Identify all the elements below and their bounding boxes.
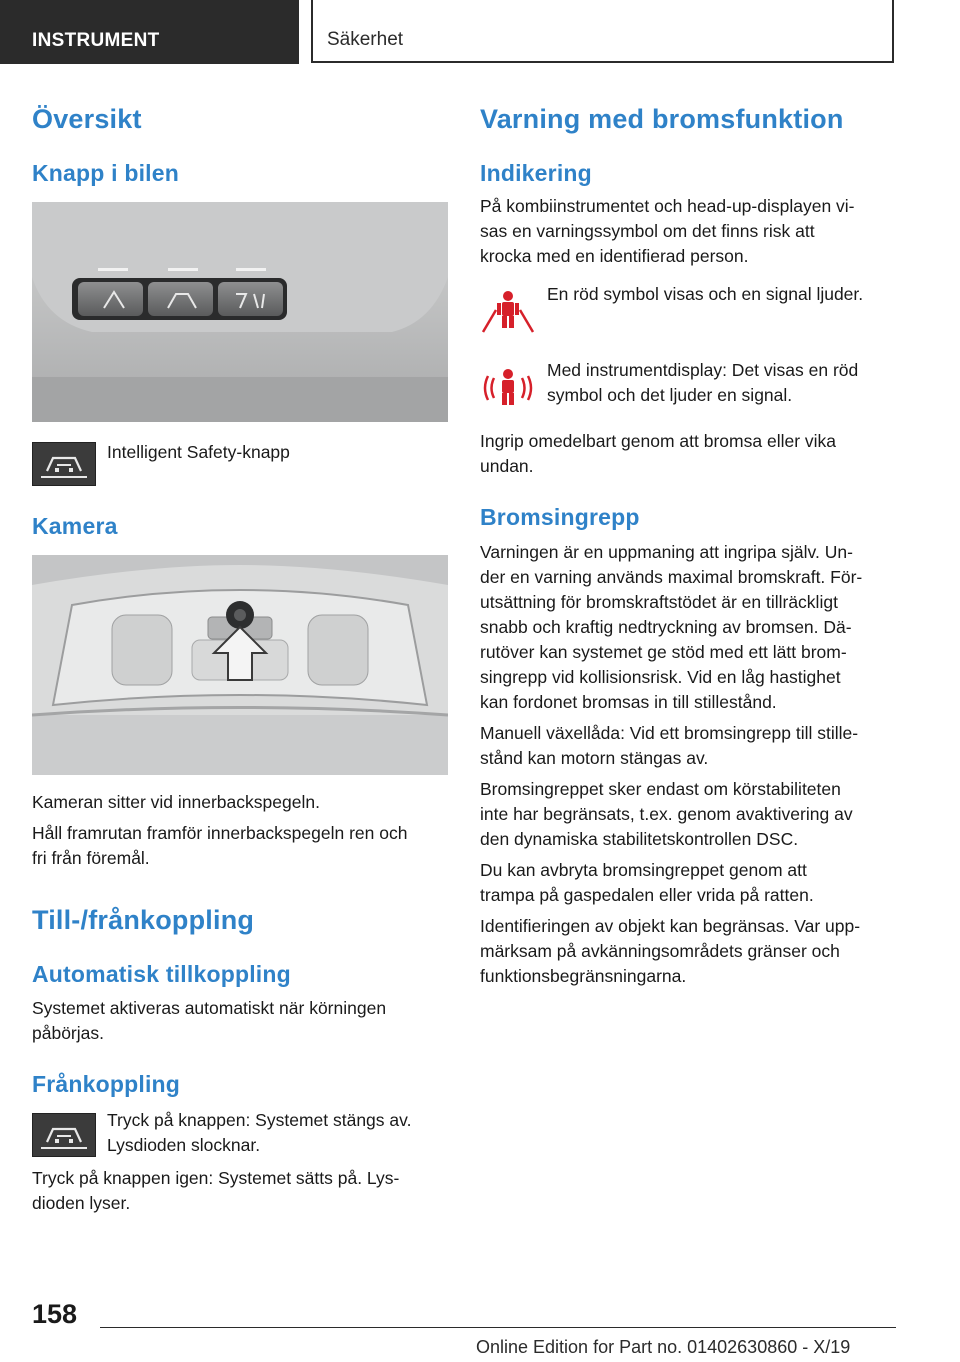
symbol2-line1: Med instrumentdisplay: Det visas en röd	[547, 360, 859, 380]
action-line-2: undan.	[480, 456, 534, 476]
symbol1-text: En röd symbol visas och en signal ljuder.	[547, 284, 864, 304]
intelligent-safety-icon	[32, 1113, 96, 1157]
off-line2: dioden lyser.	[32, 1193, 131, 1213]
camera-image	[32, 555, 448, 775]
indication-heading: Indikering	[480, 160, 592, 186]
brake-p3-line: Bromsingreppet sker endast om körstabiliteten	[480, 779, 841, 799]
brake-p4-line: Du kan avbryta bromsingreppet genom att	[480, 860, 807, 880]
button-panel-image	[32, 202, 448, 422]
symbol2-line2: symbol och det ljuder en signal.	[547, 385, 793, 405]
section-title: INSTRUMENT	[32, 30, 160, 51]
brake-p1-line: rutöver kan systemet ge stöd med ett lätt brom-	[480, 642, 847, 662]
brake-p1-line: utsättning för bromskraftstödet är en tillräckligt	[480, 592, 838, 612]
pedestrian-warning-icon	[480, 288, 536, 334]
brake-p5-line: märksam på avkänningsområdets gränser och	[480, 941, 840, 961]
off-heading: Frånkoppling	[32, 1071, 181, 1097]
page-number: 158	[32, 1299, 78, 1329]
camera-text-1: Kameran sitter vid innerbackspegeln.	[32, 792, 320, 812]
action-line-1: Ingrip omedelbart genom att bromsa eller vika	[480, 431, 837, 451]
brake-p1-line: singrepp vid kollisionsrisk. Vid en låg hastighet	[480, 667, 841, 687]
brake-p1-line: Varningen är en uppmaning att ingripa själv. Un-	[480, 542, 853, 562]
intelligent-safety-icon	[32, 442, 96, 486]
subsection-title: Säkerhet	[327, 29, 404, 50]
brake-p3-line: inte har begränsats, t.ex. genom avaktivering av	[480, 804, 853, 824]
brake-p4-line: trampa på gaspedalen eller vrida på ratten.	[480, 885, 814, 905]
overview-title: Översikt	[32, 104, 142, 134]
footer-divider	[100, 1327, 896, 1328]
onoff-title: Till-/frånkoppling	[32, 905, 255, 935]
button-caption: Intelligent Safety-knapp	[107, 442, 290, 462]
ind-line-2: sas en varningssymbol om det finns risk att	[480, 221, 815, 241]
subsection-box	[311, 0, 894, 63]
auto-heading: Automatisk tillkoppling	[32, 961, 291, 987]
header-gap	[299, 0, 311, 64]
auto-line1: Systemet aktiveras automatiskt när körningen	[32, 998, 387, 1018]
brake-p3-line: den dynamiska stabilitetskontrollen DSC.	[480, 829, 799, 849]
off-icon-line2: Lysdioden slocknar.	[107, 1135, 261, 1155]
brake-p5-line: funktionsbegränsningarna.	[480, 966, 687, 986]
warning-title: Varning med bromsfunktion	[480, 104, 844, 134]
pedestrian-sound-warning-icon	[480, 368, 536, 408]
brake-p1-line: der en varning används maximal bromskraft. För-	[480, 567, 863, 587]
camera-text-2-line1: Håll framrutan framför innerbackspegeln ren och	[32, 823, 408, 843]
off-icon-line1: Tryck på knappen: Systemet stängs av.	[107, 1110, 412, 1130]
brake-p1-line: snabb och kraftig nedtryckning av bromsen. Dä-	[480, 617, 852, 637]
brake-p2-line: stånd kan motorn stängas av.	[480, 748, 709, 768]
edition-text: Online Edition for Part no. 01402630860 - X/19	[476, 1337, 851, 1357]
brake-p5-line: Identifieringen av objekt kan begränsas. Var upp-	[480, 916, 861, 936]
section-tab	[0, 0, 299, 64]
brake-p2-line: Manuell växellåda: Vid ett bromsingrepp till stille-	[480, 723, 859, 743]
brake-p1-line: kan fordonet bromsas in till stillestånd.	[480, 692, 777, 712]
off-line1: Tryck på knappen igen: Systemet sätts på. Lys-	[32, 1168, 400, 1188]
button-heading: Knapp i bilen	[32, 160, 179, 186]
auto-line2: påbörjas.	[32, 1023, 104, 1043]
camera-text-2-line2: fri från föremål.	[32, 848, 150, 868]
ind-line-1: På kombiinstrumentet och head-up-displayen vi-	[480, 196, 855, 216]
ind-line-3: krocka med en identifierad person.	[480, 246, 749, 266]
brake-heading: Bromsingrepp	[480, 504, 640, 530]
camera-heading: Kamera	[32, 513, 118, 539]
